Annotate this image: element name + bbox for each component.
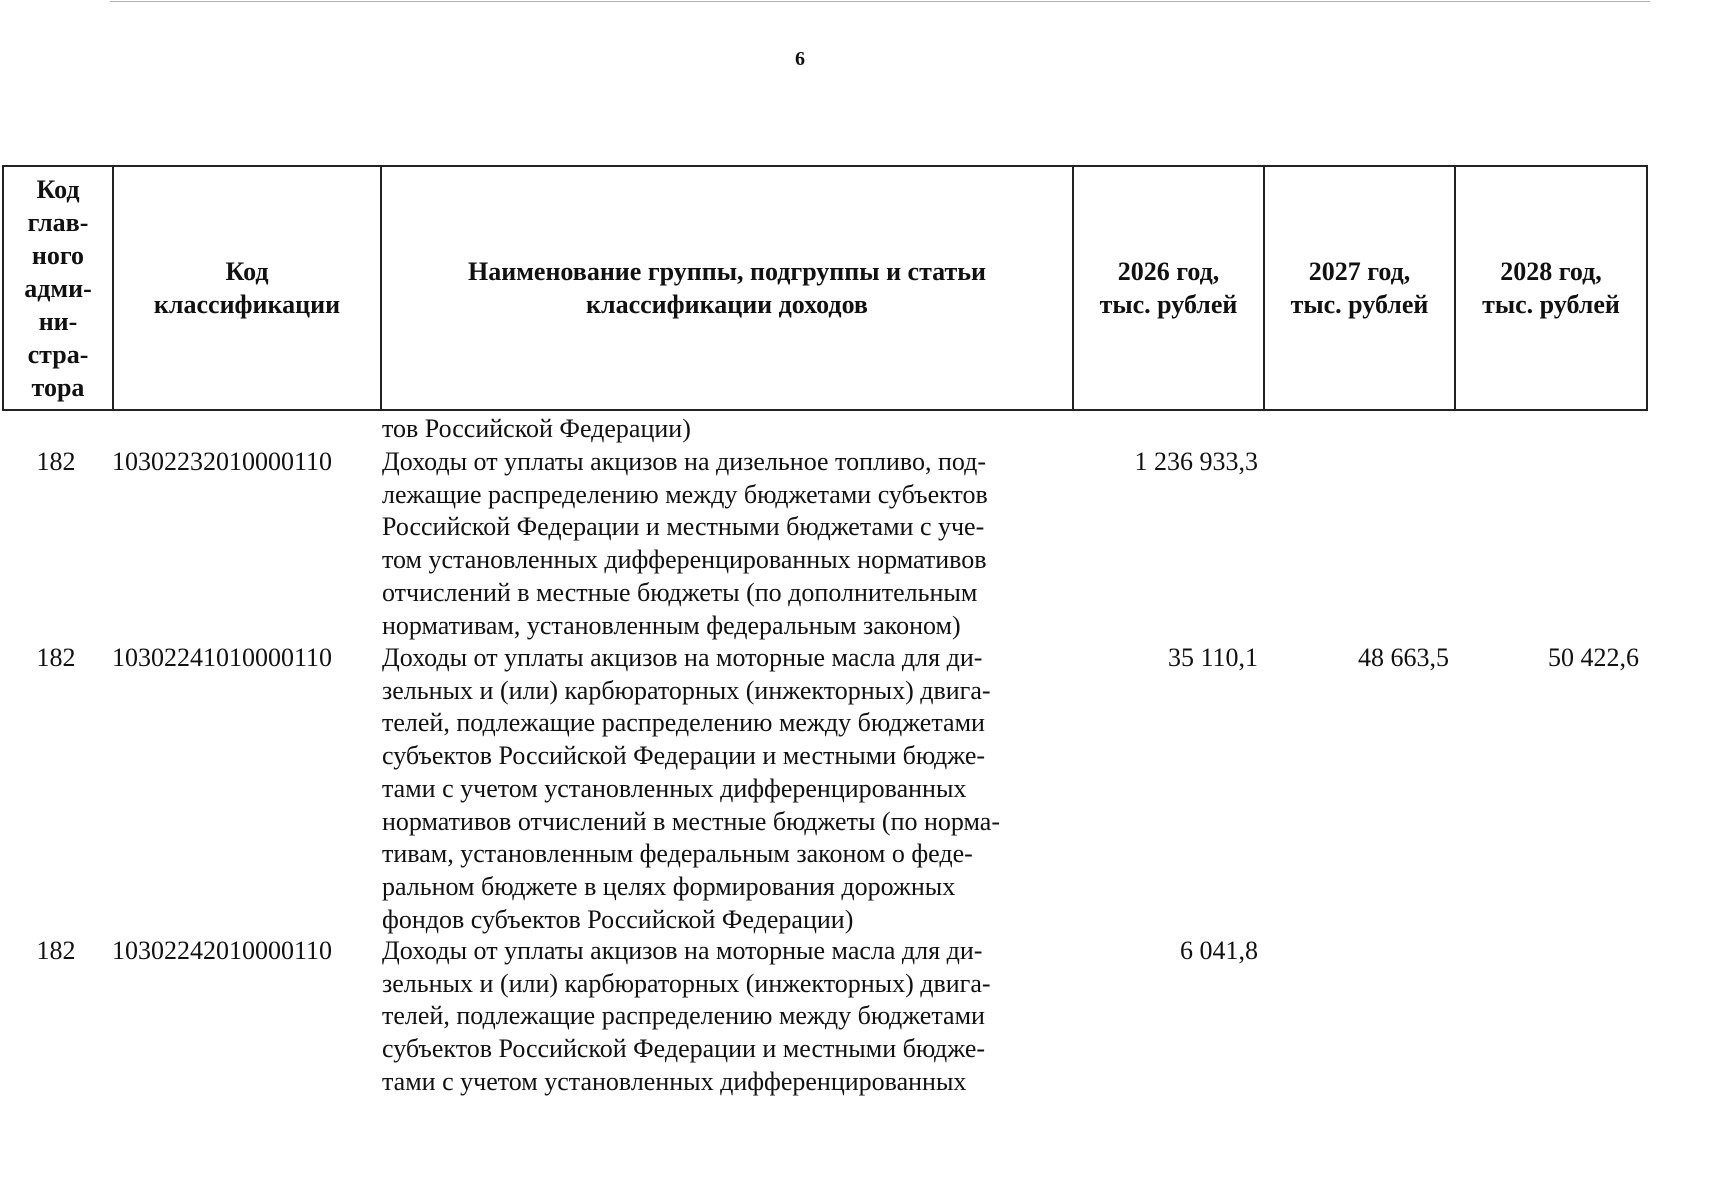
name-line: Доходы от уплаты акцизов на моторные масла для ди- xyxy=(382,936,983,965)
name-line: субъектов Российской Федерации и местными бюдже- xyxy=(382,1034,986,1064)
header-class-code-line: Код xyxy=(225,257,269,286)
value-2028-cell: 50 422,6 xyxy=(1548,643,1639,672)
admin-code-cell: 182 xyxy=(36,447,76,476)
header-admin-code-line: Код xyxy=(36,174,80,204)
name-line: зельных и (или) карбюраторных (инжекторных) двига- xyxy=(382,968,991,998)
name-cell xyxy=(382,446,1082,642)
header-year-2027-line: 2027 год, xyxy=(1308,257,1411,286)
continuation-text: тов Российской Федерации) xyxy=(382,414,691,443)
name-line: телей, подлежащие распределению между бюджетами xyxy=(382,1001,985,1031)
value-2027-cell: 48 663,5 xyxy=(1358,643,1449,672)
name-line: телей, подлежащие распределению между бюджетами xyxy=(382,708,985,738)
name-cell xyxy=(382,642,1082,936)
header-name-line: классификации доходов xyxy=(586,290,868,319)
admin-code-cell: 182 xyxy=(36,643,76,672)
header-admin-code-line: тора xyxy=(31,372,85,402)
header-admin-code-line: ни- xyxy=(38,306,78,336)
header-class-code-line: классификации xyxy=(153,290,341,319)
header-name-line: Наименование группы, подгруппы и статьи xyxy=(467,257,987,286)
name-line: Доходы от уплаты акцизов на дизельное топливо, под- xyxy=(382,447,987,476)
name-line: субъектов Российской Федерации и местными бюдже- xyxy=(382,741,986,771)
header-admin-code-line: глав- xyxy=(27,207,89,237)
name-line: Доходы от уплаты акцизов на моторные масла для ди- xyxy=(382,643,983,672)
name-line: ральном бюджете в целях формирования дорожных xyxy=(382,871,956,901)
header-admin-code-line: ного xyxy=(31,240,85,270)
class-code-cell: 10302242010000110 xyxy=(112,936,333,965)
header-year-2026-line: 2026 год, xyxy=(1117,257,1220,286)
name-line: зельных и (или) карбюраторных (инжекторных) двига- xyxy=(382,675,991,705)
header-year-2027-line: тыс. рублей xyxy=(1290,290,1429,319)
admin-code-cell: 182 xyxy=(36,936,76,965)
name-cell xyxy=(382,935,1082,1099)
name-line: тивам, установленным федеральным законом о феде- xyxy=(382,839,973,869)
name-line: нормативам, установленным федеральным законом) xyxy=(382,610,961,640)
value-2026-cell: 35 110,1 xyxy=(1167,643,1258,672)
name-line: фондов субъектов Российской Федерации) xyxy=(382,904,854,934)
name-line: тами с учетом установленных дифференцированных xyxy=(382,773,967,803)
name-line: Российской Федерации и местными бюджетами с уче- xyxy=(382,512,985,542)
value-2026-cell: 1 236 933,3 xyxy=(1134,447,1258,476)
header-year-2028-line: тыс. рублей xyxy=(1482,290,1620,319)
header-year-2028-line: 2028 год, xyxy=(1500,257,1602,286)
class-code-cell: 10302232010000110 xyxy=(112,447,333,476)
class-code-cell: 10302241010000110 xyxy=(112,643,333,672)
page-number: 6 xyxy=(795,48,805,70)
header-admin-code-line: адми- xyxy=(24,273,92,303)
name-line: нормативов отчислений в местные бюджеты (по норма- xyxy=(382,806,1000,836)
name-line: тами с учетом установленных дифференцированных xyxy=(382,1066,967,1096)
name-line: лежащие распределению между бюджетами субъектов xyxy=(382,479,988,509)
name-line: том установленных дифференцированных нормативов xyxy=(382,545,987,575)
value-2026-cell: 6 041,8 xyxy=(1180,936,1258,965)
header-admin-code-line: стра- xyxy=(27,339,89,369)
header-year-2026-line: тыс. рублей xyxy=(1099,290,1238,319)
name-line: отчислений в местные бюджеты (по дополнительным xyxy=(382,577,978,607)
